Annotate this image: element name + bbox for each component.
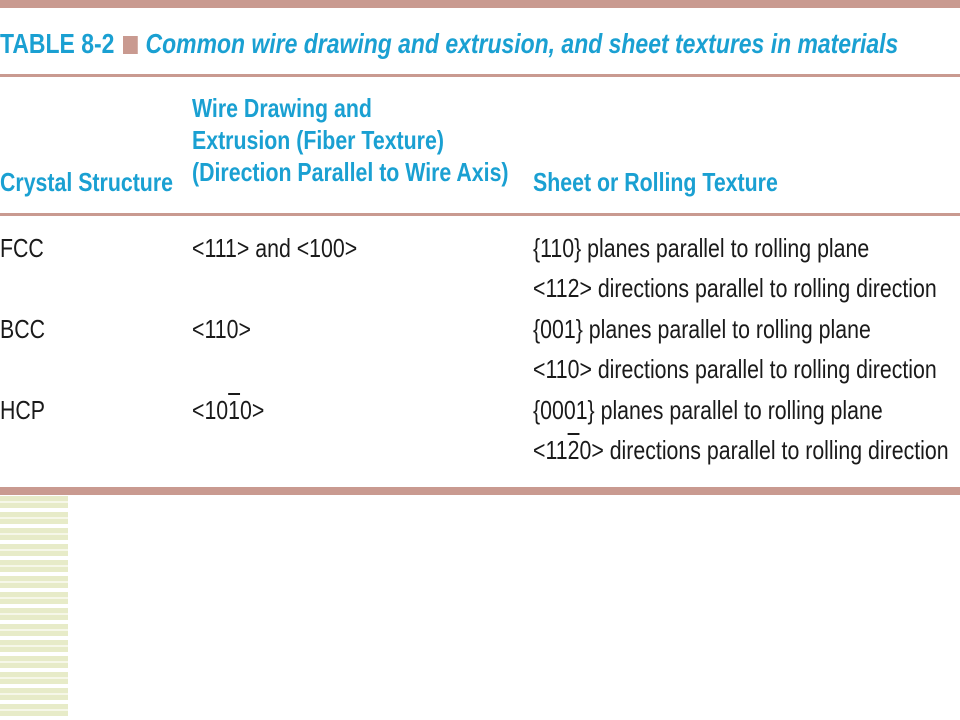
table-caption xyxy=(0,24,898,64)
strip-line xyxy=(0,645,68,647)
header-fiber-line-2: Extrusion (Fiber Texture) xyxy=(192,125,444,155)
strip-line xyxy=(0,549,68,551)
row-hcp-sheet-planes: {0001} planes parallel to rolling plane xyxy=(533,395,883,425)
strip-line xyxy=(0,581,68,583)
header-fiber-line-3: (Direction Parallel to Wire Axis) xyxy=(192,157,509,187)
title-rule xyxy=(0,74,960,77)
row-hcp-structure: HCP xyxy=(0,395,46,425)
strip-line xyxy=(0,693,68,695)
strip-line xyxy=(0,533,68,535)
row-bcc-sheet-directions: <110> directions parallel to rolling direction xyxy=(533,354,937,384)
strip-line xyxy=(0,709,68,711)
row-fcc-fiber: <111> and <100> xyxy=(192,233,358,263)
header-sheet-texture: Sheet or Rolling Texture xyxy=(533,167,778,197)
header-crystal-structure: Crystal Structure xyxy=(0,167,173,197)
bottom-rule xyxy=(0,487,960,495)
header-rule xyxy=(0,213,960,216)
row-bcc-sheet-planes: {001} planes parallel to rolling plane xyxy=(533,314,871,344)
strip-line xyxy=(0,613,68,615)
strip-line xyxy=(0,661,68,663)
strip-line xyxy=(0,517,68,519)
header-fiber-texture xyxy=(192,92,509,188)
strip-line xyxy=(0,597,68,599)
row-hcp-sheet-directions: <1120> directions parallel to rolling direction xyxy=(533,435,949,465)
row-fcc-sheet-planes: {110} planes parallel to rolling plane xyxy=(533,233,870,263)
strip-line xyxy=(0,565,68,567)
strip-line xyxy=(0,501,68,503)
row-fcc-sheet-directions: <112> directions parallel to rolling direction xyxy=(533,273,937,303)
row-bcc-structure: BCC xyxy=(0,314,46,344)
row-hcp-fiber: <1010> xyxy=(192,395,265,425)
header-fiber-line-1: Wire Drawing and xyxy=(192,93,372,123)
table-label: TABLE 8-2 xyxy=(0,28,115,59)
strip-line xyxy=(0,677,68,679)
row-fcc-structure: FCC xyxy=(0,233,44,263)
table-title: Common wire drawing and extrusion, and sheet textures in materials xyxy=(145,28,899,59)
top-rule xyxy=(0,0,960,8)
row-bcc-fiber: <110> xyxy=(192,314,251,344)
strip-line xyxy=(0,629,68,631)
square-bullet-icon xyxy=(123,36,138,54)
